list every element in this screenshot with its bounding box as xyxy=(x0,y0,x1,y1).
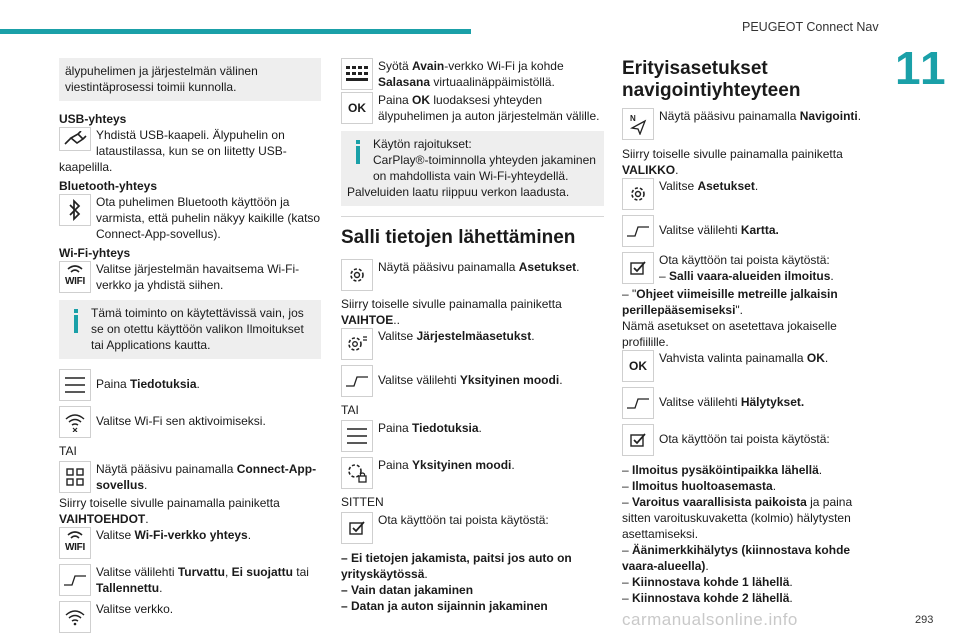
step-alerts-toggle-text: Ota käyttöön tai poista käytöstä: xyxy=(659,432,830,446)
step-tab-select xyxy=(59,564,321,598)
ok-icon: OK xyxy=(341,92,373,124)
option-danger-zones: – Salli vaara-alueiden ilmoitus. xyxy=(659,269,834,283)
step-toggle-text: Ota käyttöön tai poista käytöstä: xyxy=(378,513,549,527)
step-confirm xyxy=(622,350,884,384)
option-data-location: – Datan ja auton sijainnin jakaminen xyxy=(341,599,548,613)
ok-icon: OK xyxy=(622,350,654,382)
section-divider xyxy=(341,216,604,217)
step-ok xyxy=(341,92,604,126)
step-menu-text: Siirry toiselle sivulle painamalla painiketta VALIKKO. xyxy=(622,147,843,177)
step-settings-home xyxy=(341,259,604,293)
note-text: älypuhelimen ja järjestelmän välinen viestintäprosessi toimii kunnolla. xyxy=(65,64,258,94)
step-keyboard xyxy=(341,58,604,92)
tab-icon xyxy=(59,564,91,596)
svg-text:N: N xyxy=(630,114,636,123)
wifi-label-icon-2: WIFI xyxy=(59,527,91,559)
bluetooth-heading: Bluetooth-yhteys xyxy=(59,179,158,193)
info-icon xyxy=(353,140,363,170)
alert-parking: – Ilmoitus pysäköintipaikka lähellä. xyxy=(622,463,823,477)
column-3 xyxy=(622,58,884,606)
step-navigation-home-text: Näytä pääsivu painamalla Navigointi. xyxy=(659,109,862,123)
step-notifications-text: Paina Tiedotuksia. xyxy=(378,421,482,435)
step-options-text: Siirry toiselle sivulle painamalla painiketta VAIHTOE.. xyxy=(341,297,562,327)
wifi-step xyxy=(59,261,321,295)
step-settings-text: Valitse Asetukset. xyxy=(659,179,759,193)
usb-step xyxy=(59,127,321,175)
checkbox-icon xyxy=(622,252,654,284)
step-private-mode-text: Paina Yksityinen moodi. xyxy=(378,458,515,472)
limits-heading: Käytön rajoitukset: xyxy=(373,137,472,151)
step-alerts-tab xyxy=(622,387,884,421)
bluetooth-text: Ota puhelimen Bluetooth käyttöön ja varmista, että puhelin näkyy kaikille (katso Connect-App-sovellus). xyxy=(96,195,321,241)
keyboard-icon xyxy=(341,58,373,90)
limits-info-box xyxy=(341,131,604,206)
alert-service-station: – Ilmoitus huoltoasemasta. xyxy=(622,479,777,493)
bluetooth-step xyxy=(59,194,321,242)
limits-text: CarPlay®-toiminnolla yhteyden jakaminen on mahdollista vain Wi-Fi-yhteydellä. Palveluiden laatu riippuu verkon laadusta. xyxy=(347,153,596,199)
usb-heading: USB-yhteys xyxy=(59,112,127,126)
column-1 xyxy=(59,58,321,638)
then-label: SITTEN xyxy=(341,495,384,509)
step-system-settings-text: Valitse Järjestelmäasetukst. xyxy=(378,329,535,343)
profile-note: Nämä asetukset on asetettava jokaiselle profiilille. xyxy=(622,319,837,349)
step-notifications xyxy=(59,369,321,403)
chapter-number: 11 xyxy=(895,42,948,94)
navigation-arrow-icon xyxy=(622,108,654,140)
tab-icon xyxy=(622,215,654,247)
column-2 xyxy=(341,58,604,614)
wifi-icon xyxy=(59,601,91,633)
step-settings xyxy=(622,178,884,212)
usb-text: Yhdistä USB-kaapeli. Älypuhelin on lataustilassa, kun se on liitetty USB-kaapelilla. xyxy=(59,128,287,174)
step-confirm-text: Vahvista valinta painamalla OK. xyxy=(659,351,829,365)
or-label: TAI xyxy=(59,444,77,458)
wifi-label-icon xyxy=(59,261,91,293)
step-select-network-text: Valitse verkko. xyxy=(96,602,174,616)
step-notifications xyxy=(341,420,604,454)
step-map-toggle-text: Ota käyttöön tai poista käytöstä: xyxy=(659,253,830,267)
section-title-navigation: Erityisasetukset navigointiyhteyteen xyxy=(622,58,801,101)
watermark: carmanualsonline.info xyxy=(622,610,798,629)
step-map-tab-text: Valitse välilehti Kartta. xyxy=(659,223,779,237)
info-text: Tämä toiminto on käytettävissä vain, jos se on otettu käyttöön valikon Ilmoitukset tai Applications kautta. xyxy=(91,306,304,352)
checkbox-icon xyxy=(341,512,373,544)
step-connect-app-text: Näytä pääsivu painamalla Connect-App-sovellus. xyxy=(96,462,317,492)
wifi-icon-label: WIFI xyxy=(65,276,85,287)
step-private-mode xyxy=(341,457,604,491)
step-map-tab xyxy=(622,215,884,249)
step-toggle xyxy=(341,512,604,546)
alert-dangerous-places: – Varoitus vaarallisista paikoista ja paina sitten varoituskuvaketta (kolmio) hälytysten asettamiseksi. xyxy=(622,495,853,541)
section-title: Salli tietojen lähettäminen xyxy=(341,227,576,248)
step-system-settings xyxy=(341,328,604,362)
header-title: PEUGEOT Connect Nav xyxy=(742,20,879,34)
step-private-tab-text: Valitse välilehti Yksityinen moodi. xyxy=(378,373,563,387)
info-icon xyxy=(71,309,81,339)
step-keyboard-text: Syötä Avain-verkko Wi-Fi ja kohde Salasana virtuaalinäppäimistöllä. xyxy=(378,59,564,89)
step-connect-app xyxy=(59,461,321,495)
step-map-toggle xyxy=(622,252,884,286)
step-ok-text: Paina OK luodaksesi yhteyden älypuhelimen ja auton järjestelmän välille. xyxy=(378,93,600,123)
step-notifications-text: Paina Tiedotuksia. xyxy=(96,377,200,391)
option-no-sharing: – Ei tietojen jakamista, paitsi jos auto on yrityskäytössä. xyxy=(341,551,572,581)
list-icon xyxy=(341,420,373,452)
usb-icon xyxy=(59,127,91,151)
or-label: TAI xyxy=(341,403,359,417)
wifi-settings-icon xyxy=(59,406,91,438)
step-select-network xyxy=(59,601,321,635)
step-wifi-activate xyxy=(59,406,321,440)
info-box xyxy=(59,300,321,359)
privacy-gear-icon xyxy=(341,457,373,489)
step-wifi-activate-text: Valitse Wi-Fi sen aktivoimiseksi. xyxy=(96,414,266,428)
apps-grid-icon xyxy=(59,461,91,493)
step-wifi-network-text: Valitse Wi-Fi-verkko yhteys. xyxy=(96,528,252,542)
step-navigation-home xyxy=(622,108,884,142)
alert-poi-2: – Kiinnostava kohde 2 lähellä. xyxy=(622,591,793,605)
step-settings-home-text: Näytä pääsivu painamalla Asetukset. xyxy=(378,260,580,274)
checkbox-icon xyxy=(622,424,654,456)
step-options-text: Siirry toiselle sivulle painamalla painiketta VAIHTOEHDOT. xyxy=(59,496,280,526)
gear-icon xyxy=(622,178,654,210)
wifi-heading: Wi-Fi-yhteys xyxy=(59,246,131,260)
step-alerts-toggle xyxy=(622,424,884,458)
bluetooth-icon xyxy=(59,194,91,226)
list-icon xyxy=(59,369,91,401)
option-walking-directions: – "Ohjeet viimeisille metreille jalkaisin perillepääsemiseksi". xyxy=(622,287,838,317)
tab-icon xyxy=(341,365,373,397)
system-gear-icon xyxy=(341,328,373,360)
step-alerts-tab-text: Valitse välilehti Hälytykset. xyxy=(659,395,805,409)
step-wifi-network xyxy=(59,527,321,561)
note-box xyxy=(59,58,321,101)
header-accent-bar xyxy=(0,29,471,34)
wifi-text: Valitse järjestelmän havaitsema Wi-Fi-verkko ja yhdistä siihen. xyxy=(96,262,300,292)
step-tab-select-text: Valitse välilehti Turvattu, Ei suojattu tai Tallennettu. xyxy=(96,565,309,595)
gear-icon xyxy=(341,259,373,291)
alert-sound: – Äänimerkkihälytys (kiinnostava kohde vaara-alueella). xyxy=(622,543,851,573)
step-private-tab xyxy=(341,365,604,399)
option-data-only: – Vain datan jakaminen xyxy=(341,583,474,597)
page-number: 293 xyxy=(915,614,934,626)
alert-poi-1: – Kiinnostava kohde 1 lähellä. xyxy=(622,575,793,589)
tab-icon xyxy=(622,387,654,419)
